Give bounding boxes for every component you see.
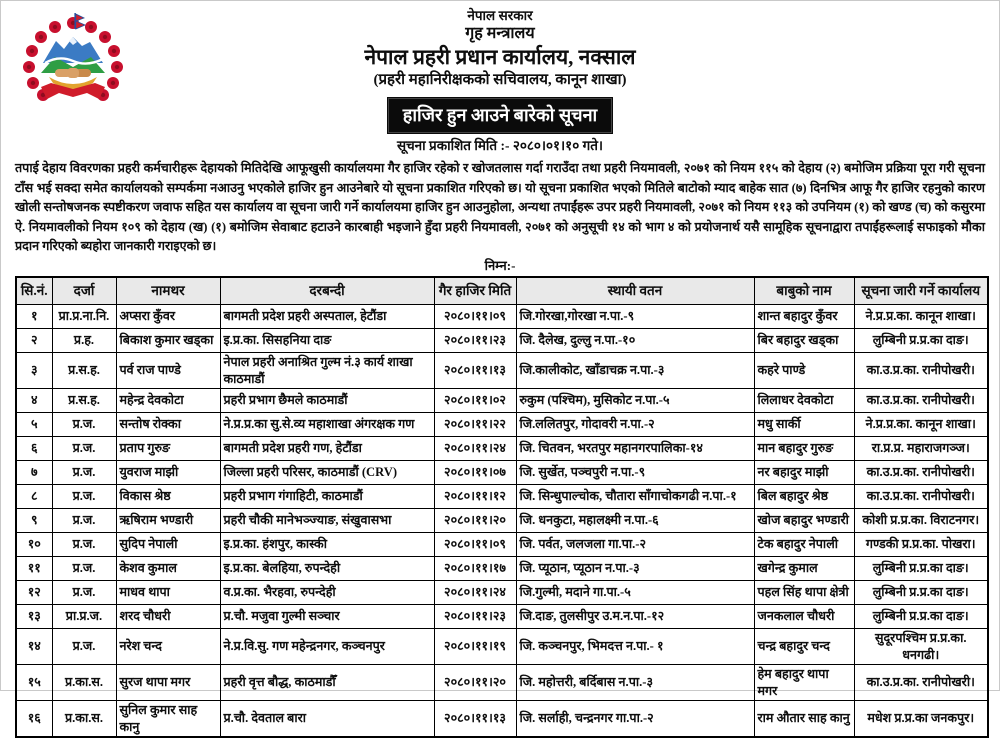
table-row — [16, 461, 988, 485]
col-absent-date: गैर हाजिर मिति — [434, 277, 516, 305]
table-cell: २०८०।११।१९ — [434, 629, 516, 665]
col-issuing-office: सूचना जारी गर्ने कार्यालय — [854, 277, 988, 305]
table-cell: राम औतार साह कानु — [754, 701, 854, 738]
table-cell: बागमती प्रदेश प्रहरी गण, हेटौंडा — [220, 437, 434, 461]
table-cell: का.उ.प्र.का. रानीपोखरी। — [854, 353, 988, 389]
table-cell: ने.प्र.प्र.का. कानून शाखा। — [854, 413, 988, 437]
table-cell: मधु सार्की — [754, 413, 854, 437]
table-cell: प्र.ज. — [52, 557, 116, 581]
table-cell: २०८०।११।०७ — [434, 461, 516, 485]
table-cell: सुनिल कुमार साह कानु — [116, 701, 220, 738]
table-cell: ७ — [16, 461, 52, 485]
absentee-roster-table — [15, 276, 989, 738]
table-row — [16, 605, 988, 629]
table-cell: का.उ.प्र.का. रानीपोखरी। — [854, 665, 988, 701]
ministry-name: गृह मन्त्रालय — [15, 24, 985, 44]
table-cell: सन्तोष रोक्का — [116, 413, 220, 437]
table-cell: लिलाधर देवकोटा — [754, 389, 854, 413]
table-cell: ६ — [16, 437, 52, 461]
table-cell: जि. धनकुटा, महालक्ष्मी न.पा.-६ — [516, 509, 754, 533]
table-cell: ऋषिराम भण्डारी — [116, 509, 220, 533]
table-body — [16, 305, 988, 738]
table-header-row — [16, 277, 988, 305]
table-cell: नर बहादुर माझी — [754, 461, 854, 485]
office-name: नेपाल प्रहरी प्रधान कार्यालय, नक्साल — [15, 44, 985, 70]
table-cell: लुम्बिनी प्र.प्र.का दाङ। — [854, 557, 988, 581]
table-cell: प्रताप गुरुङ — [116, 437, 220, 461]
table-cell: विकास श्रेष्ठ — [116, 485, 220, 509]
table-cell: महेन्द्र देवकोटा — [116, 389, 220, 413]
table-cell: जि. सुर्खेत, पञ्चपुरी न.पा.-९ — [516, 461, 754, 485]
table-cell: खोज बहादुर भण्डारी — [754, 509, 854, 533]
table-cell: प्र.ज. — [52, 485, 116, 509]
published-date: सूचना प्रकाशित मिति :- २०८०।०१।१० गते। — [15, 137, 985, 155]
table-cell: जि. महोत्तरी, बर्दिबास न.पा.-३ — [516, 665, 754, 701]
table-cell: बिल बहादुर श्रेष्ठ — [754, 485, 854, 509]
table-cell: लुम्बिनी प्र.प्र.का दाङ। — [854, 581, 988, 605]
table-cell: बिर बहादुर खड्का — [754, 329, 854, 353]
col-permanent-address: स्थायी वतन — [516, 277, 754, 305]
col-serial-number: सि.नं. — [16, 277, 52, 305]
table-cell: ने.प्र.प्र.का सु.से.व्य महाशाखा अंगरक्षक गण — [220, 413, 434, 437]
table-cell: का.उ.प्र.का. रानीपोखरी। — [854, 389, 988, 413]
table-cell: प्र.का.स. — [52, 665, 116, 701]
table-row — [16, 557, 988, 581]
table-cell: प्र.चौ. देवताल बारा — [220, 701, 434, 738]
table-cell: १० — [16, 533, 52, 557]
table-cell: हेम बहादुर थापा मगर — [754, 665, 854, 701]
table-row — [16, 353, 988, 389]
table-cell: २०८०।११।१२ — [434, 485, 516, 509]
table-cell: केशव कुमाल — [116, 557, 220, 581]
table-cell: १२ — [16, 581, 52, 605]
table-cell: सुरज थापा मगर — [116, 665, 220, 701]
table-cell: ने.प्र.वि.सु. गण महेन्द्रनगर, कञ्चनपुर — [220, 629, 434, 665]
table-cell: जि.कालीकोट, खाँडाचक्र न.पा.-३ — [516, 353, 754, 389]
table-cell: प्र.ज. — [52, 509, 116, 533]
table-cell: २०८०।११।०२ — [434, 389, 516, 413]
table-cell: का.उ.प्र.का. रानीपोखरी। — [854, 485, 988, 509]
table-row — [16, 437, 988, 461]
table-row — [16, 581, 988, 605]
table-cell: बागमती प्रदेश प्रहरी अस्पताल, हेटौंडा — [220, 305, 434, 329]
table-cell: प्र.ज. — [52, 629, 116, 665]
table-row — [16, 485, 988, 509]
table-cell: ९ — [16, 509, 52, 533]
table-cell: प्र.स.ह. — [52, 353, 116, 389]
table-cell: २०८०।११।२४ — [434, 581, 516, 605]
table-cell: जि. कञ्चनपुर, भिमदत्त न.पा.- १ — [516, 629, 754, 665]
table-cell: शान्त बहादुर कुँवर — [754, 305, 854, 329]
table-cell: प्र.का.स. — [52, 701, 116, 738]
table-row — [16, 629, 988, 665]
table-cell: प्र.ज. — [52, 581, 116, 605]
table-cell: २०८०।११।०९ — [434, 533, 516, 557]
table-cell: २०८०।११।२४ — [434, 437, 516, 461]
notice-title: हाजिर हुन आउने बारेको सूचना — [388, 98, 612, 133]
table-cell: प्रा.प्र.ज. — [52, 605, 116, 629]
table-cell: लुम्बिनी प्र.प्र.का दाङ। — [854, 605, 988, 629]
table-cell: माधव थापा — [116, 581, 220, 605]
table-cell: १६ — [16, 701, 52, 738]
table-cell: जि.दाङ, तुलसीपुर उ.म.न.पा.-१२ — [516, 605, 754, 629]
table-cell: ५ — [16, 413, 52, 437]
table-cell: इ.प्र.का. सिसहनिया दाङ — [220, 329, 434, 353]
table-cell: प्र.ह. — [52, 329, 116, 353]
table-cell: २०८०।११।१३ — [434, 353, 516, 389]
table-cell: इ.प्र.का. हंशपुर, कास्की — [220, 533, 434, 557]
table-cell: २०८०।११।१३ — [434, 701, 516, 738]
table-cell: १४ — [16, 629, 52, 665]
table-cell: प्र.ज. — [52, 533, 116, 557]
table-cell: मान बहादुर गुरुङ — [754, 437, 854, 461]
sub-office-name: (प्रहरी महानिरीक्षकको सचिवालय, कानून शाखा) — [15, 70, 985, 90]
table-cell: रुकुम (पश्चिम), मुसिकोट न.पा.-५ — [516, 389, 754, 413]
col-father-name: बाबुको नाम — [754, 277, 854, 305]
nepal-government-emblem-logo — [21, 11, 125, 117]
table-cell: ८ — [16, 485, 52, 509]
table-cell: २०८०।११।२३ — [434, 605, 516, 629]
col-posting: दरबन्दी — [220, 277, 434, 305]
table-cell: सुदिप नेपाली — [116, 533, 220, 557]
table-cell: २०८०।११।०९ — [434, 305, 516, 329]
table-cell: पहल सिंह थापा क्षेत्री — [754, 581, 854, 605]
table-cell: बिकाश कुमार खड्का — [116, 329, 220, 353]
table-cell: लुम्बिनी प्र.प्र.का दाङ। — [854, 329, 988, 353]
table-row — [16, 509, 988, 533]
table-cell: २०८०।११।२० — [434, 509, 516, 533]
table-cell: २ — [16, 329, 52, 353]
table-cell: प्र.चौ. मजुवा गुल्मी सञ्चार — [220, 605, 434, 629]
table-cell: खगेन्द्र कुमाल — [754, 557, 854, 581]
table-cell: २०८०।११।१७ — [434, 557, 516, 581]
document-header — [15, 7, 985, 155]
table-cell: प्रहरी चौकी मानेभञ्ज्याङ, संखुवासभा — [220, 509, 434, 533]
table-cell: २०८०।११।२० — [434, 665, 516, 701]
table-row — [16, 329, 988, 353]
table-cell: इ.प्र.का. बेलहिया, रुपन्देही — [220, 557, 434, 581]
table-cell: २०८०।११।२२ — [434, 413, 516, 437]
table-row — [16, 701, 988, 738]
table-cell: प्रहरी वृत्त बौद्ध, काठमाडौँ — [220, 665, 434, 701]
government-name: नेपाल सरकार — [15, 7, 985, 24]
table-cell: जि.गुल्मी, मदाने गा.पा.-५ — [516, 581, 754, 605]
table-cell: १३ — [16, 605, 52, 629]
table-cell: जनकलाल चौधरी — [754, 605, 854, 629]
table-cell: शरद चौधरी — [116, 605, 220, 629]
table-cell: व.प्र.का. भैरहवा, रुपन्देही — [220, 581, 434, 605]
table-cell: २०८०।११।२३ — [434, 329, 516, 353]
table-cell: प्र.ज. — [52, 413, 116, 437]
table-cell: जि.गोरखा,गोरखा न.पा.-९ — [516, 305, 754, 329]
list-label: निम्न:- — [15, 257, 985, 274]
col-rank: दर्जा — [52, 277, 116, 305]
table-cell: जि. प्यूठान, प्यूठान न.पा.-३ — [516, 557, 754, 581]
table-row — [16, 413, 988, 437]
table-row — [16, 665, 988, 701]
table-cell: प्र.ज. — [52, 461, 116, 485]
table-cell: प्रा.प्र.ना.नि. — [52, 305, 116, 329]
table-row — [16, 389, 988, 413]
table-cell: मधेश प्र.प्र.का जनकपुर। — [854, 701, 988, 738]
table-row — [16, 305, 988, 329]
table-cell: ११ — [16, 557, 52, 581]
table-cell: जि. पर्वत, जलजला गा.पा.-२ — [516, 533, 754, 557]
col-name: नामथर — [116, 277, 220, 305]
emblem-graphic — [21, 11, 125, 117]
table-cell: युवराज माझी — [116, 461, 220, 485]
table-cell: ने.प्र.प्र.का. कानून शाखा। — [854, 305, 988, 329]
table-cell: प्रहरी प्रभाग छैमले काठमाडौं — [220, 389, 434, 413]
table-cell: टेक बहादुर नेपाली — [754, 533, 854, 557]
table-cell: प्र.स.ह. — [52, 389, 116, 413]
table-cell: रा.प्र.प्र. महाराजगञ्ज। — [854, 437, 988, 461]
table-cell: जि. दैलेख, दुल्लु न.पा.-१० — [516, 329, 754, 353]
table-cell: प्रहरी प्रभाग गंगाहिटी, काठमाडौं — [220, 485, 434, 509]
table-cell: जि. सर्लाही, चन्द्रनगर गा.पा.-२ — [516, 701, 754, 738]
table-cell: जि. सिन्धुपाल्चोक, चौतारा साँगाचोकगढी न.पा.-१ — [516, 485, 754, 509]
table-cell: नरेश चन्द — [116, 629, 220, 665]
table-cell: नेपाल प्रहरी अनाश्रित गुल्म नं.३ कार्य शाखा काठमाडौं — [220, 353, 434, 389]
table-row — [16, 533, 988, 557]
table-cell: १ — [16, 305, 52, 329]
table-cell: ४ — [16, 389, 52, 413]
table-cell: १५ — [16, 665, 52, 701]
table-cell: कहरे पाण्डे — [754, 353, 854, 389]
table-cell: अप्सरा कुँवर — [116, 305, 220, 329]
table-cell: कोशी प्र.प्र.का. विराटनगर। — [854, 509, 988, 533]
table-cell: का.उ.प्र.का. रानीपोखरी। — [854, 461, 988, 485]
table-cell: जि. चितवन, भरतपुर महानगरपालिका-१४ — [516, 437, 754, 461]
table-cell: पर्व राज पाण्डे — [116, 353, 220, 389]
table-cell: चन्द्र बहादुर चन्द — [754, 629, 854, 665]
table-cell: गण्डकी प्र.प्र.का. पोखरा। — [854, 533, 988, 557]
table-cell: जि.ललितपुर, गोदावरी न.पा.-२ — [516, 413, 754, 437]
table-cell: प्र.ज. — [52, 437, 116, 461]
table-cell: जिल्ला प्रहरी परिसर, काठमाडौं (CRV) — [220, 461, 434, 485]
table-cell: सुदूरपश्चिम प्र.प्र.का. धनगढी। — [854, 629, 988, 665]
notice-paragraph: तपाई देहाय विवरणका प्रहरी कर्मचारीहरू देहायको मितिदेखि आफूखुसी कार्यालयमा गैर हाजिर रहेको र खोजतलास गर्दा गराउँदा तथा प्रहरी नियमावली, २०७१ को नियम ११५ को देहाय (२) बमोजिम प्रक्रिया पूरा गरी सूचना टाँस भई सक्दा समेत कार्यालयको सम्पर्कमा नआउनु भएकोले हाजिर हुन आउनेबारे यो सूचना प्रकाशित गरिएको छ। यो सूचना प्रकाशित भएको मितिले बाटोको म्याद बाहेक सात (७) दिनभित्र आफू गैर हाजिर रहनुको कारण खोली सन्तोषजनक स्पष्टीकरण जवाफ सहित यस कार्यालय वा सूचना जारी गर्ने कार्यालयमा हाजिर हुन आउनुहोला, अन्यथा तपाईंहरू उपर प्रहरी नियमावली, २०७१ को नियम ११३ को उपनियम (१) को खण्ड (च) को कसुरमा ऐ. नियमावलीको नियम १०९ को देहाय (ख) (१) बमोजिम सेवाबाट हटाउने कारबाही भइजाने हुँदा प्रहरी नियमावली, २०७१ को अनुसूची १४ को भाग ४ को प्रयोजनार्थ यसै सामूहिक सूचनाद्वारा तपाईंहरूलाई सफाइको मौका प्रदान गरिएको ब्यहोरा जानकारी गराइएको छ। — [15, 159, 985, 257]
table-cell: ३ — [16, 353, 52, 389]
